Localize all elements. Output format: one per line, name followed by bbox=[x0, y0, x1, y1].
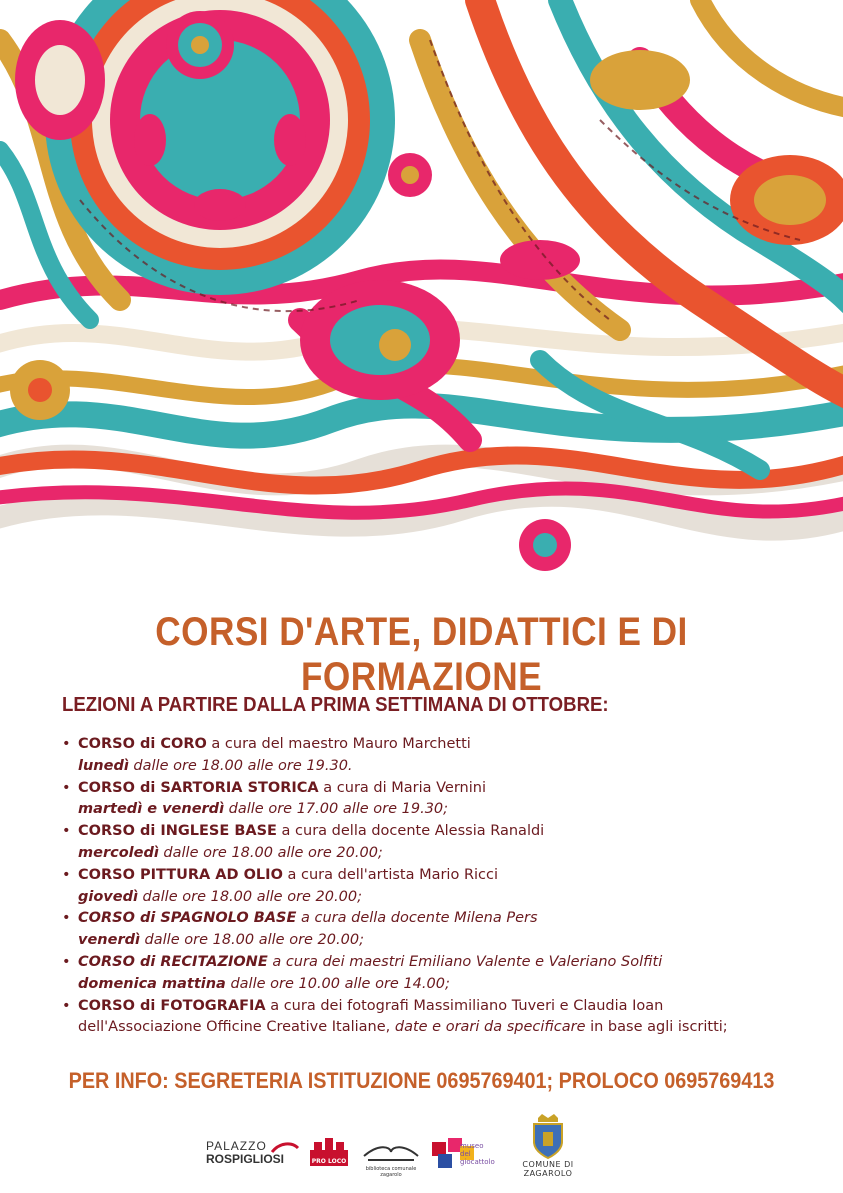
decorative-artwork bbox=[0, 0, 843, 580]
logo-text: biblioteca comunale zagarolo bbox=[365, 1166, 417, 1178]
course-teacher: a cura di Maria Vernini bbox=[318, 779, 486, 796]
course-association: dell'Associazione Officine Creative Italiane, bbox=[78, 1019, 395, 1036]
course-teacher: a cura dei fotografi Massimiliano Tuveri e Claudia Ioan bbox=[265, 997, 664, 1014]
course-teacher: a cura della docente Alessia Ranaldi bbox=[276, 823, 545, 840]
course-schedule-note: date e orari da specificare bbox=[394, 1019, 586, 1036]
course-day: giovedì bbox=[78, 888, 138, 905]
course-item-pittura bbox=[60, 865, 820, 909]
course-day: domenica mattina bbox=[78, 975, 226, 992]
palazzo-rospigliosi-logo bbox=[206, 1140, 296, 1172]
course-list bbox=[60, 734, 820, 1039]
course-name: CORSO di SARTORIA STORICA bbox=[78, 779, 319, 796]
proloco-logo bbox=[306, 1136, 352, 1176]
logo-text: COMUNE DI ZAGAROLO bbox=[522, 1160, 574, 1178]
course-item-inglese bbox=[60, 821, 820, 865]
course-schedule-suffix: in base agli iscritti; bbox=[585, 1019, 728, 1036]
course-time: dalle ore 17.00 alle ore 19.30; bbox=[224, 801, 449, 818]
course-day: mercoledì bbox=[78, 844, 159, 861]
course-name: CORSO di FOTOGRAFIA bbox=[78, 997, 266, 1014]
lessons-start-heading: LEZIONI A PARTIRE DALLA PRIMA SETTIMANA DI OTTOBRE: bbox=[62, 694, 609, 716]
course-teacher: a cura dei maestri Emiliano Valente e Valeriano Solfiti bbox=[267, 953, 663, 970]
course-name: CORSO di CORO bbox=[78, 736, 207, 752]
course-day: lunedì bbox=[78, 757, 129, 774]
logo-text: museo del giocattolo bbox=[460, 1142, 495, 1166]
course-time: dalle ore 18.00 alle ore 19.30. bbox=[128, 757, 353, 774]
course-item-recitazione bbox=[60, 952, 820, 996]
course-item-coro bbox=[60, 734, 820, 778]
sponsor-logos bbox=[0, 1112, 843, 1182]
course-teacher: a cura del maestro Mauro Marchetti bbox=[206, 736, 471, 752]
course-time: dalle ore 18.00 alle ore 20.00; bbox=[137, 888, 362, 905]
coat-of-arms-icon bbox=[528, 1112, 568, 1160]
course-name: CORSO PITTURA AD OLIO bbox=[78, 866, 283, 883]
course-time: dalle ore 18.00 alle ore 20.00; bbox=[139, 932, 364, 949]
course-teacher: a cura dell'artista Mario Ricci bbox=[282, 866, 499, 883]
course-day: martedì e venerdì bbox=[78, 801, 225, 818]
biblioteca-logo bbox=[360, 1138, 422, 1178]
course-item-fotografia bbox=[60, 996, 820, 1040]
course-item-sartoria bbox=[60, 778, 820, 822]
course-name: CORSO di INGLESE BASE bbox=[78, 823, 277, 840]
page-title: CORSI D'ARTE, DIDATTICI E DI FORMAZIONE bbox=[155, 610, 688, 699]
contact-info: PER INFO: SEGRETERIA ISTITUZIONE 0695769401; PROLOCO 0695769413 bbox=[68, 1068, 775, 1093]
course-time: dalle ore 10.00 alle ore 14.00; bbox=[225, 975, 450, 992]
book-icon bbox=[360, 1138, 422, 1162]
course-time: dalle ore 18.00 alle ore 20.00; bbox=[158, 844, 383, 861]
museo-giocattolo-logo bbox=[430, 1136, 494, 1176]
comune-zagarolo-logo bbox=[498, 1112, 598, 1182]
logo-text: PALAZZO bbox=[206, 1139, 267, 1153]
course-name: CORSO di RECITAZIONE bbox=[78, 953, 268, 970]
logo-text: PRO LOCO bbox=[311, 1158, 347, 1165]
logo-text: ROSPIGLIOSI bbox=[206, 1152, 285, 1166]
swoosh-icon bbox=[270, 1140, 300, 1154]
course-day: venerdì bbox=[78, 932, 140, 949]
course-name: CORSO di SPAGNOLO BASE bbox=[78, 910, 297, 927]
course-item-spagnolo bbox=[60, 908, 820, 952]
course-teacher: a cura della docente Milena Pers bbox=[296, 910, 538, 927]
